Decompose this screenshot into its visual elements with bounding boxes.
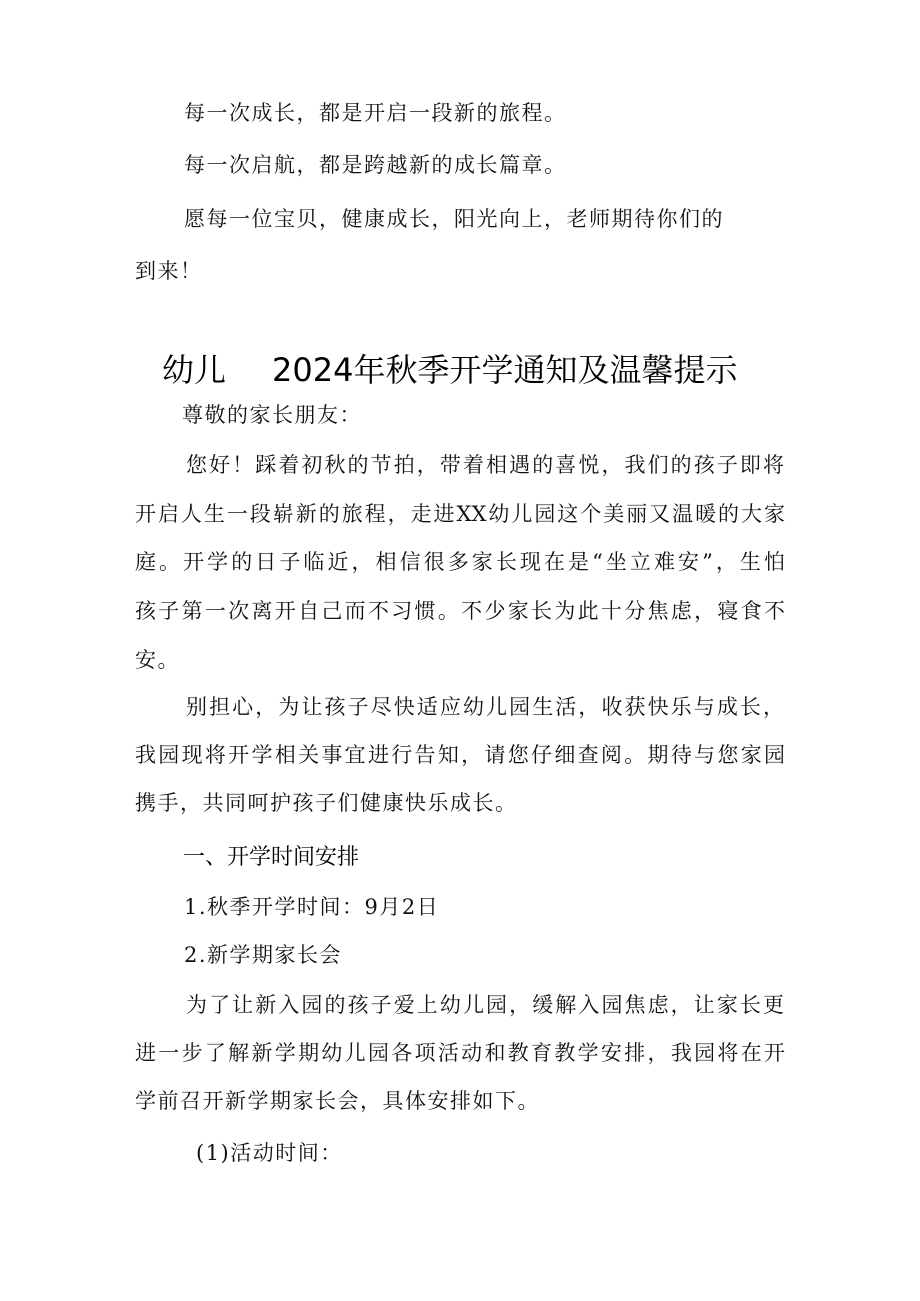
paragraph-3-line-1: 为了让新入园的孩子爱上幼儿园，缓解入园焦虑，让家长更 — [186, 993, 784, 1017]
doc-title: 2024年秋季开学通知及温馨提示 — [272, 351, 738, 389]
intro-line-4: 到来！ — [135, 259, 203, 283]
item-parent-meeting: 2.新学期家长会 — [184, 943, 343, 967]
paragraph-1-line-4: 孩子第一次离开自己而不习惯。不少家长为此十分焦虑，寝食不 — [135, 599, 785, 623]
sub-item-activity-time: (1)活动时间： — [196, 1141, 343, 1165]
intro-line-1: 每一次成长，都是开启一段新的旅程。 — [184, 101, 567, 125]
intro-line-2: 每一次启航，都是跨越新的成长篇章。 — [184, 153, 567, 177]
paragraph-1-line-2: 开启人生一段崭新的旅程，走进XX幼儿园这个美丽又温暖的大家 — [135, 502, 785, 526]
paragraph-3-line-3: 学前召开新学期家长会，具体安排如下。 — [135, 1089, 540, 1113]
paragraph-1-line-5: 安。 — [135, 648, 180, 672]
paragraph-2-line-1: 别担心，为让孩子尽快适应幼儿园生活，收获快乐与成长， — [186, 695, 784, 719]
section-heading-schedule: 一、开学时间安排 — [183, 845, 360, 870]
paragraph-2-line-3: 携手，共同呵护孩子们健康快乐成长。 — [135, 791, 518, 815]
item-start-date: 1.秋季开学时间：9月2日 — [184, 895, 440, 919]
paragraph-1-line-3: 庭。开学的日子临近，相信很多家长现在是“坐立难安”，生怕 — [135, 550, 785, 574]
paragraph-2-line-2: 我园现将开学相关事宜进行告知，请您仔细查阅。期待与您家园 — [135, 743, 785, 767]
intro-line-3: 愿每一位宝贝，健康成长，阳光向上，老师期待你们的 — [184, 207, 724, 231]
doc-title-prefix: 幼儿 — [162, 351, 227, 389]
greeting: 尊敬的家长朋友： — [182, 403, 362, 427]
paragraph-1-line-1: 您好！踩着初秋的节拍，带着相遇的喜悦，我们的孩子即将 — [186, 453, 784, 477]
paragraph-3-line-2: 进一步了解新学期幼儿园各项活动和教育教学安排，我园将在开 — [135, 1041, 785, 1065]
